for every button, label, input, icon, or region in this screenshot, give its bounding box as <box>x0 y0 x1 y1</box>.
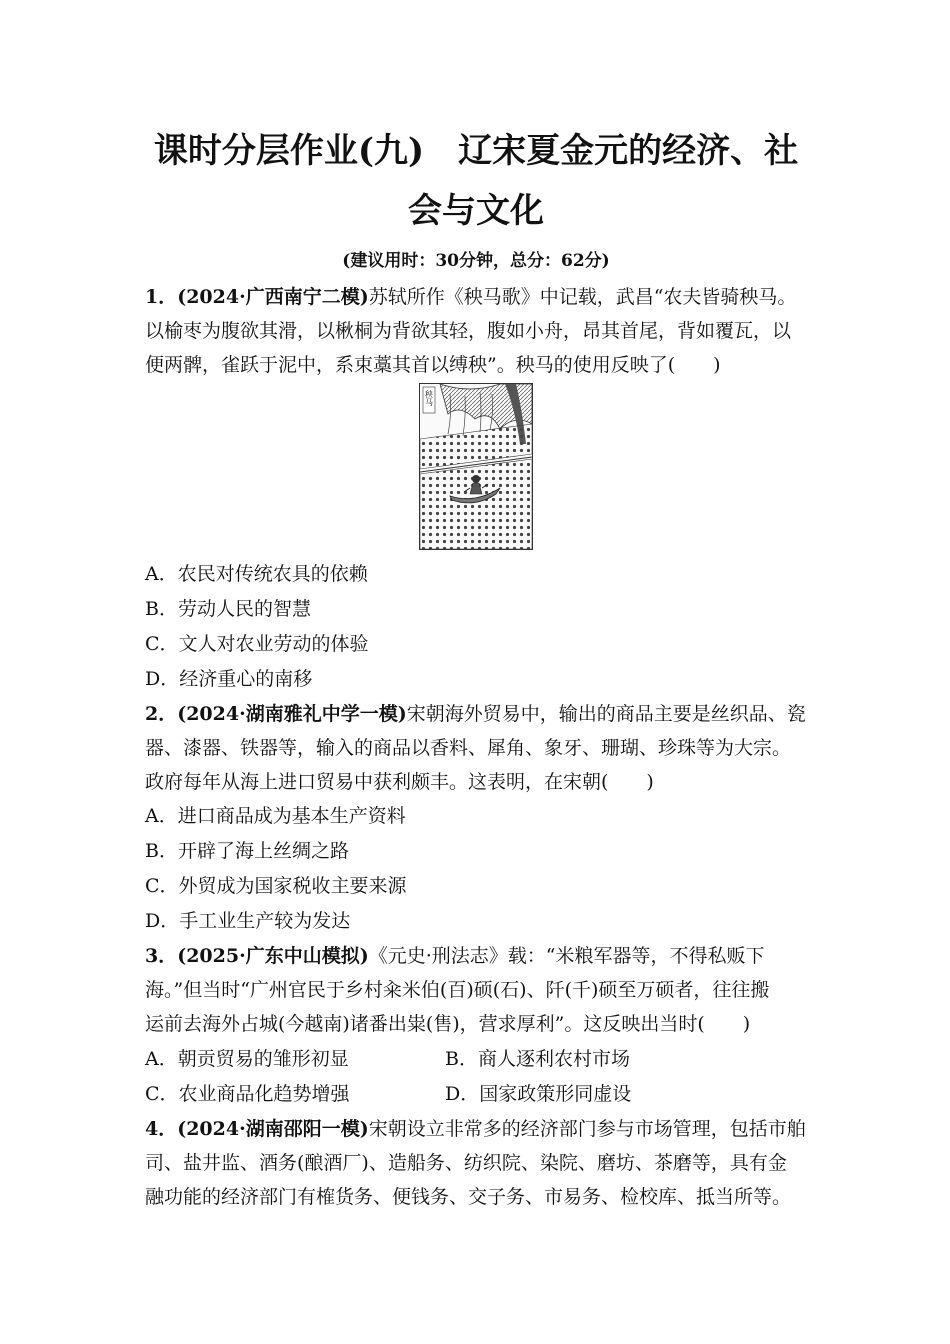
q2-prefix: 2．(2024·湖南雅礼中学一模) <box>145 703 407 725</box>
q1-line2: 以榆枣为腹欲其滑，以楸桐为背欲其轻，腹如小舟，昂其首尾，背如覆瓦，以 <box>145 320 792 342</box>
q1-line1 <box>145 285 796 309</box>
q2-option-c[interactable]: C．外贸成为国家税收主要来源 <box>145 875 407 897</box>
q3-line2: 海。”但当时“广州官民于乡村籴米伯(百)硕(石)、阡(千)硕至万硕者，往往搬 <box>145 979 770 1001</box>
yangma-woodcut-image <box>420 384 532 549</box>
q3-option-c[interactable]: C．农业商品化趋势增强 <box>145 1083 350 1105</box>
yangma-illustration <box>419 383 533 550</box>
q2-line2: 器、漆器、铁器等，输入的商品以香料、犀角、象牙、珊瑚、珍珠等为大宗。 <box>145 737 792 759</box>
q3-prefix: 3．(2025·广东中山模拟) <box>145 945 369 967</box>
time-note: (建议用时：30分钟，总分：62分) <box>342 251 610 271</box>
q2-option-b[interactable]: B．开辟了海上丝绸之路 <box>145 840 349 862</box>
q4-line3: 融功能的经济部门有榷货务、便钱务、交子务、市易务、检校库、抵当所等。 <box>145 1186 792 1208</box>
q2-option-a[interactable]: A．进口商品成为基本生产资料 <box>145 805 406 827</box>
q2-line1 <box>145 702 806 726</box>
page-title-line1: 课时分层作业(九) 辽宋夏金元的经济、社 <box>153 131 799 171</box>
q4-text1: 宋朝设立非常多的经济部门参与市场管理，包括市舶 <box>368 1118 806 1140</box>
q3-text1: 《元史·刑法志》载：“米粮军器等，不得私贩下 <box>368 945 765 967</box>
q1-option-d[interactable]: D．经济重心的南移 <box>145 668 313 690</box>
q1-option-a[interactable]: A．农民对传统农具的依赖 <box>145 563 368 585</box>
q2-line3: 政府每年从海上进口贸易中获利颇丰。这表明，在宋朝( ) <box>145 771 654 793</box>
q3-option-d[interactable]: D．国家政策形同虚设 <box>445 1083 632 1105</box>
q1-option-c[interactable]: C．文人对农业劳动的体验 <box>145 633 369 655</box>
q3-option-b[interactable]: B．商人逐利农村市场 <box>445 1048 630 1070</box>
q3-option-a[interactable]: A．朝贡贸易的雏形初显 <box>145 1048 349 1070</box>
q4-prefix: 4．(2024·湖南邵阳一模) <box>145 1118 369 1140</box>
q3-line1 <box>145 944 764 968</box>
q1-text1: 苏轼所作《秧马歌》中记载，武昌“农夫皆骑秧马。 <box>368 286 797 308</box>
q1-line3: 便两髀，雀跃于泥中，系束藁其首以缚秧”。秧马的使用反映了( ) <box>145 354 721 376</box>
q3-line3: 运前去海外占城(今越南)诸番出粜(售)，营求厚利”。这反映出当时( ) <box>145 1013 751 1035</box>
q2-option-d[interactable]: D．手工业生产较为发达 <box>145 910 351 932</box>
q4-line1 <box>145 1117 806 1141</box>
q2-text1: 宋朝海外贸易中，输出的商品主要是丝织品、瓷 <box>406 703 806 725</box>
q1-option-b[interactable]: B．劳动人民的智慧 <box>145 598 311 620</box>
page-title-line2: 会与文化 <box>408 191 544 231</box>
q1-prefix: 1．(2024·广西南宁二模) <box>145 286 369 308</box>
figure-label: 秧马 <box>424 390 434 406</box>
q4-line2: 司、盐井监、酒务(酿酒厂)、造船务、纺织院、染院、磨坊、茶磨等，具有金 <box>145 1152 787 1174</box>
